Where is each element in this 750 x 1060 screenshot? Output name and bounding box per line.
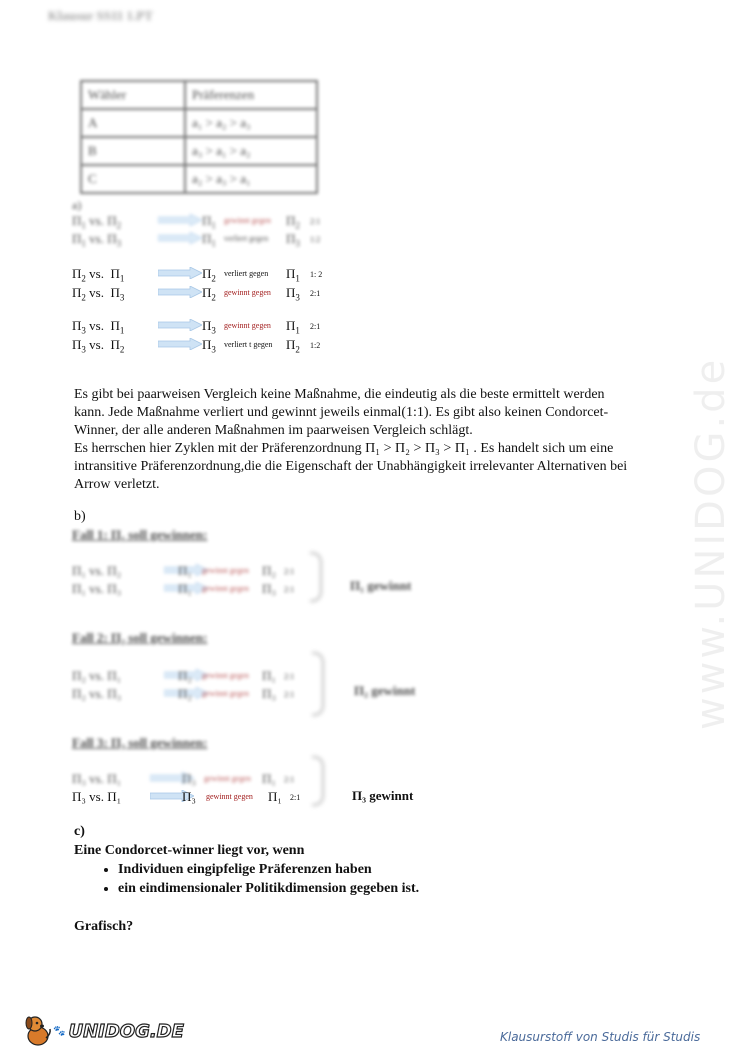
table-header-row <box>81 81 317 109</box>
paragraph-line: Es herrschen hier Zyklen mit der Präferenzordnung Π₁ > Π₂ > Π₃ > Π₁ . Es handelt sich um eine <box>74 441 614 456</box>
case-title: Fall 3: Π₃ soll gewinnen: <box>72 735 208 750</box>
table-cell: B <box>81 137 185 165</box>
arrow-right-icon <box>158 214 202 226</box>
brace <box>312 756 324 806</box>
paragraph-line: kann. Jede Maßnahme verliert und gewinnt jeweils einmal(1:1). Es gibt also keinen Condorcet- <box>74 405 609 420</box>
paw-icon: 🐾 <box>53 1025 66 1037</box>
arrow-right-icon <box>158 319 202 331</box>
list-item: • ein eindimensionaler Politikdimension gegeben ist. <box>118 879 419 898</box>
footer-slogan: Klausurstoff von Studis für Studis <box>500 1030 701 1044</box>
table-header-cell: Präferenzen <box>185 81 317 109</box>
condition-list <box>74 860 419 898</box>
page-header: Klausur SS11 1.PT <box>48 8 153 23</box>
table-header-cell: Wähler <box>81 81 185 109</box>
logo <box>22 1014 184 1048</box>
arrow-right-icon <box>158 338 202 350</box>
dog-icon <box>22 1014 52 1048</box>
watermark: www.UNIDOG.de <box>688 356 734 730</box>
case-result: Π₂ gewinnt <box>354 683 416 698</box>
case-result: Π₃ gewinnt <box>352 788 414 803</box>
part-c-section <box>74 822 419 936</box>
list-item: • Individuen eingipfelige Präferenzen haben <box>118 860 419 879</box>
part-a-label: a) <box>72 198 82 212</box>
arrow-right-icon <box>158 286 202 298</box>
logo-text: UNIDOG.DE <box>68 1020 184 1042</box>
part-b-label: b) <box>74 509 86 524</box>
part-c-intro: Eine Condorcet-winner liegt vor, wenn <box>74 843 305 858</box>
paragraph-line: Arrow verletzt. <box>74 477 160 492</box>
paragraph-line: intransitive Präferenzordnung,die die Eigenschaft der Unabhängigkeit irrelevanter Alternativen bei <box>74 459 628 474</box>
part-c-question: Grafisch? <box>74 919 134 934</box>
table-row <box>81 109 317 137</box>
arrow-right-icon <box>158 267 202 279</box>
case-result: Π₁ gewinnt <box>350 578 412 593</box>
table-cell: C <box>81 165 185 193</box>
table-cell: a₃ > a₁ > a₂ <box>185 137 317 165</box>
table-cell: a₁ > a₂ > a₃ <box>185 109 317 137</box>
brace <box>312 652 324 716</box>
case-title: Fall 2: Π₂ soll gewinnen: <box>72 630 208 645</box>
table-cell: A <box>81 109 185 137</box>
paragraph-line: Winner, der alle anderen Maßnahmen im paarweisen Vergleich schlägt. <box>74 423 473 438</box>
part-c-label: c) <box>74 824 85 839</box>
table-row <box>81 137 317 165</box>
paragraph-line: Es gibt bei paarweisen Vergleich keine Maßnahme, die eindeutig als die beste ermittelt werden <box>74 387 605 402</box>
table-cell: a₂ > a₃ > a₁ <box>185 165 317 193</box>
preference-table <box>80 80 318 194</box>
table-row <box>81 165 317 193</box>
brace <box>310 552 322 602</box>
case-title: Fall 1: Π₁ soll gewinnen: <box>72 527 208 542</box>
explanation-paragraph <box>74 386 684 494</box>
arrow-right-icon <box>158 232 202 244</box>
